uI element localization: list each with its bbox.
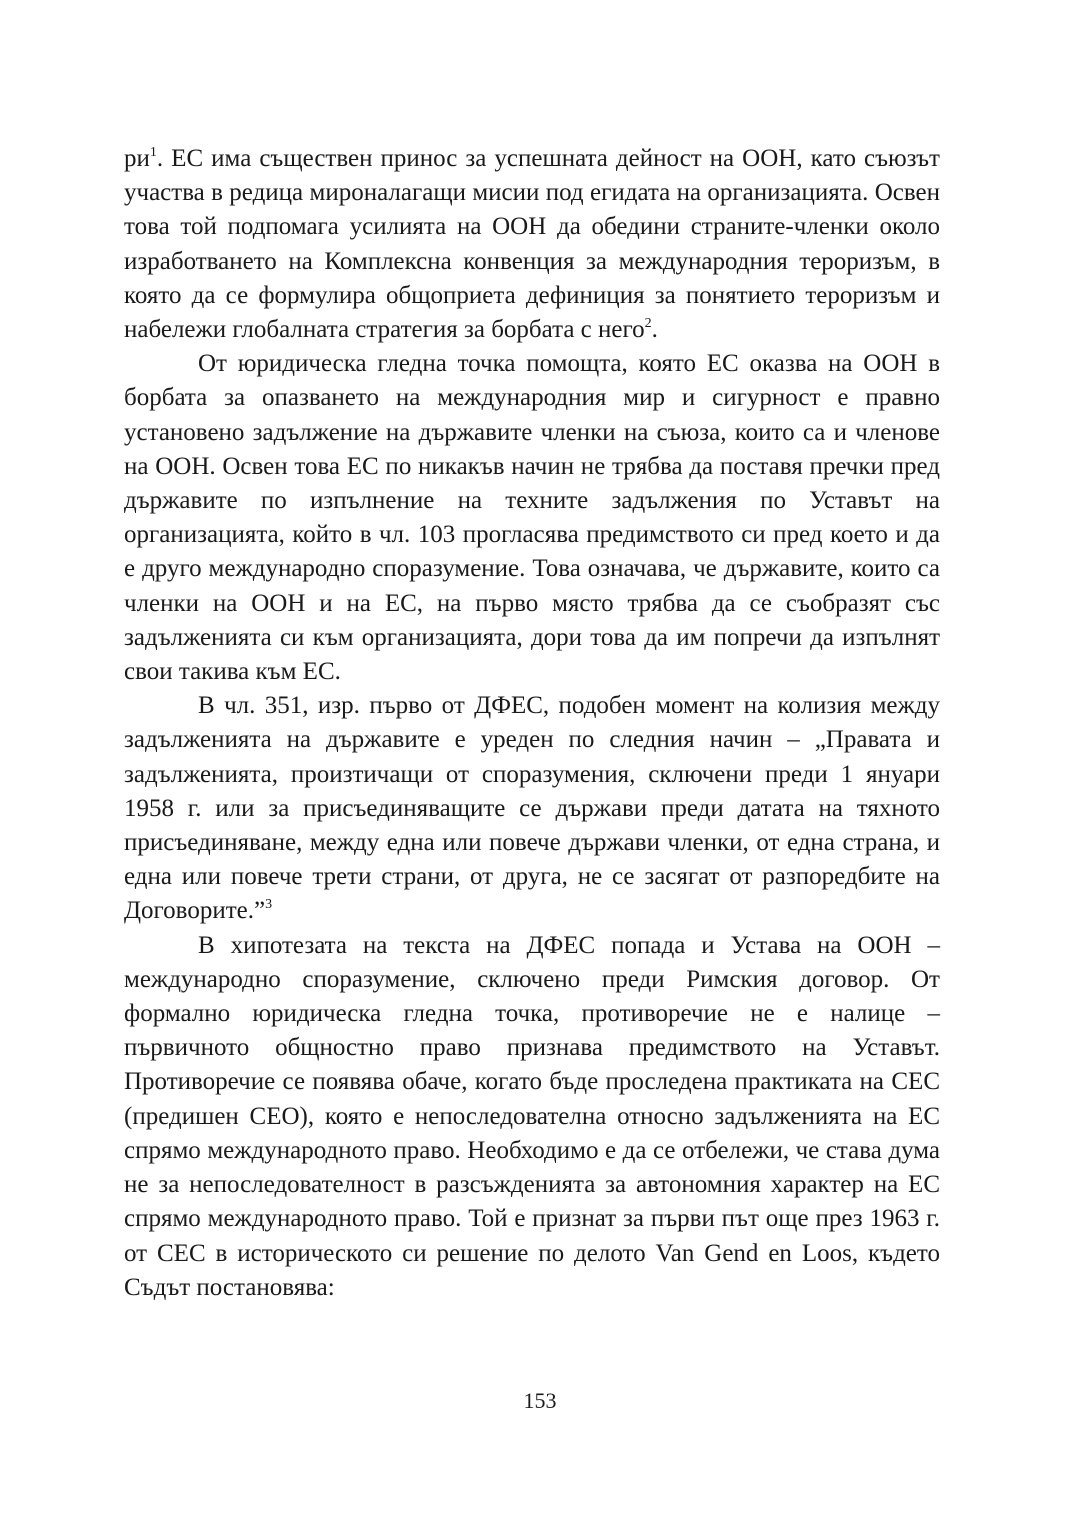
page-number: 153 — [523, 1388, 557, 1413]
text-segment: . ЕС има съществен принос за успешната дейност на ООН, като съюзът участва в редица мироналагащи мисии под егидата на организацията. Освен това той подпомага усилията на ООН да обедини страните-членки около изработването на Комплексна конвенция за международния тероризъм, в която да се формулира общоприета дефиниция за понятието тероризъм и набележи глобалната стратегия за борбата с него — [124, 145, 940, 344]
text-segment: От юридическа гледна точка помощта, която ЕС оказва на ООН в борбата за опазването на международния мир и сигурност е правно установено задължение на държавите членки на съюза, които са и членове на ООН. Освен това ЕС по никакъв начин не трябва да поставя пречки пред държавите по изпълнение на техните задължения по Уставът на организацията, който в чл. 103 прогласява предимството си пред което и да е друго международно споразумение. Това означава, че държавите, които са членки на ООН и на ЕС, на първо място трябва да се съобразят със задълженията си към организацията, дори това да им попречи да изпълнят свои такива към ЕС. — [124, 350, 940, 686]
paragraph-1 — [124, 142, 940, 347]
footnote-ref-3: 3 — [265, 897, 273, 913]
text-segment: В чл. 351, изр. първо от ДФЕС, подобен момент на колизия между задълженията на държавите е уреден по следния начин – „Правата и задълженията, произтичащи от споразумения, сключени преди 1 януари 1958 г. или за присъединяващите се държави преди датата на тяхното присъединяване, между една или повече държави членки, от една страна, и една или повече трети страни, от друга, не се засягат от разпоредбите на Договорите.” — [124, 692, 940, 925]
document-body — [124, 142, 940, 1305]
paragraph-4 — [124, 929, 940, 1305]
text-segment: ри — [124, 145, 150, 172]
paragraph-2 — [124, 347, 940, 689]
text-segment: В хипотезата на текста на ДФЕС попада и Устава на ООН – международно споразумение, сключено преди Римския договор. От формално юридическа гледна точка, противоречие не е налице – първичното общностно право признава предимството на Уставът. Противоречие се появява обаче, когато бъде проследена практиката на СЕС (предишен СЕО), която е непоследователна относно задълженията на ЕС спрямо международното право. Необходимо е да се отбележи, че става дума не за непоследователност в разсъжденията за автономния характер на ЕС спрямо международното право. Той е признат за първи път още през 1963 г. от СЕС в историческото си решение по делото Van Gend en Loos, където Съдът постановява: — [124, 931, 940, 1301]
footnote-ref-1: 1 — [149, 145, 157, 160]
footnote-ref-2: 2 — [644, 316, 652, 332]
paragraph-3 — [124, 689, 940, 928]
text-segment: . — [651, 316, 658, 344]
